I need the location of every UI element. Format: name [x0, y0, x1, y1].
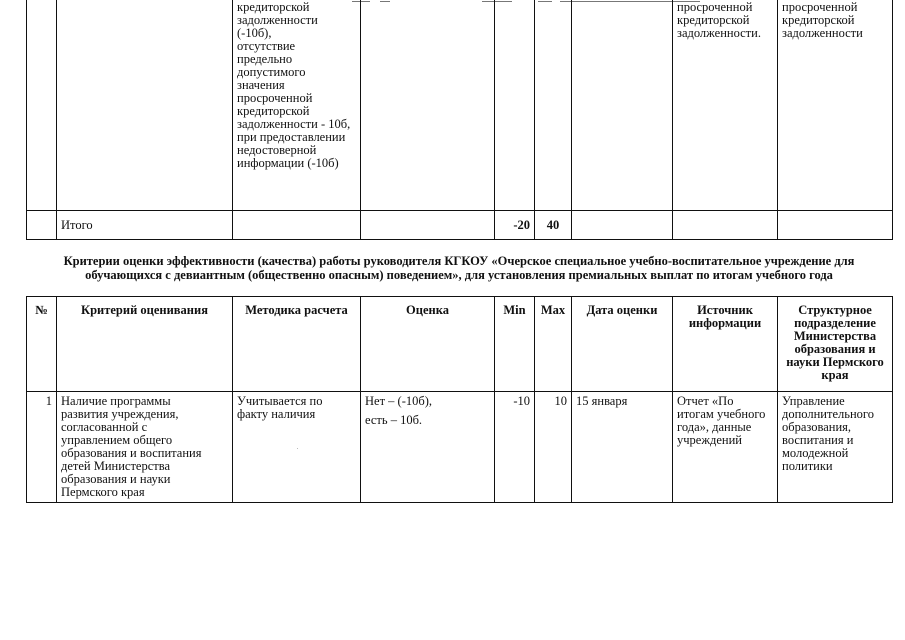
header-min: Min — [495, 297, 535, 392]
row-department: Управление дополнительного образования, воспитания и молодежной политики — [778, 392, 893, 503]
cell-method — [233, 211, 361, 240]
header-number: № — [27, 297, 57, 392]
header-date: Дата оценки — [572, 297, 673, 392]
cell-number — [27, 0, 57, 211]
table-row — [27, 392, 893, 503]
row-min: -10 — [495, 392, 535, 503]
total-min: -20 — [495, 211, 535, 240]
total-row — [27, 211, 893, 240]
scan-speck — [297, 448, 298, 449]
cell-source — [673, 211, 778, 240]
header-max: Max — [535, 297, 572, 392]
row-date: 15 января — [572, 392, 673, 503]
header-method: Методика расчета — [233, 297, 361, 392]
cell-department — [778, 211, 893, 240]
section-title: Критерии оценки эффективности (качества) работы руководителя КГКОУ «Очерское специальное учебно-воспитательное учреждение для обучающихся с девиантным (общественно опасным) поведением», для установления премиальных выплат по итогам учебного года — [63, 254, 855, 282]
cell-rating — [361, 0, 495, 211]
table-row — [27, 0, 893, 211]
continued-criteria-table — [26, 0, 893, 240]
header-criterion: Критерий оценивания — [57, 297, 233, 392]
header-row — [27, 297, 893, 392]
cell-rating — [361, 211, 495, 240]
header-source: Источник информации — [673, 297, 778, 392]
rating-no: Нет – (-10б), — [365, 394, 433, 408]
cell-number — [27, 211, 57, 240]
row-method: Учитывается по факту наличия — [233, 392, 361, 503]
row-source: Отчет «По итогам учебного года», данные учреждений — [673, 392, 778, 503]
criteria-table — [26, 296, 893, 503]
cell-criterion — [57, 0, 233, 211]
total-label: Итого — [57, 211, 233, 240]
cell-date — [572, 211, 673, 240]
cell-source: просроченной кредиторской задолженности. — [673, 0, 778, 211]
row-criterion: Наличие программы развития учреждения, согласованной с управлением общего образования и воспитания детей Министерства образования и науки Пермского края — [57, 392, 233, 503]
row-number: 1 — [27, 392, 57, 503]
cell-method: кредиторской задолженности (-10б), отсутствие предельно допустимого значения просроченной кредиторской задолженности - 10б, при предоставлении недостоверной информации (-10б) — [233, 0, 361, 211]
cell-min — [495, 0, 535, 211]
total-max: 40 — [535, 211, 572, 240]
rating-yes: есть – 10б. — [365, 413, 423, 427]
cell-department: просроченной кредиторской задолженности — [778, 0, 893, 211]
cell-max — [535, 0, 572, 211]
header-rating: Оценка — [361, 297, 495, 392]
row-rating — [361, 392, 495, 503]
row-max: 10 — [535, 392, 572, 503]
cell-date — [572, 0, 673, 211]
header-department: Структурное подразделение Министерства образования и науки Пермского края — [778, 297, 893, 392]
